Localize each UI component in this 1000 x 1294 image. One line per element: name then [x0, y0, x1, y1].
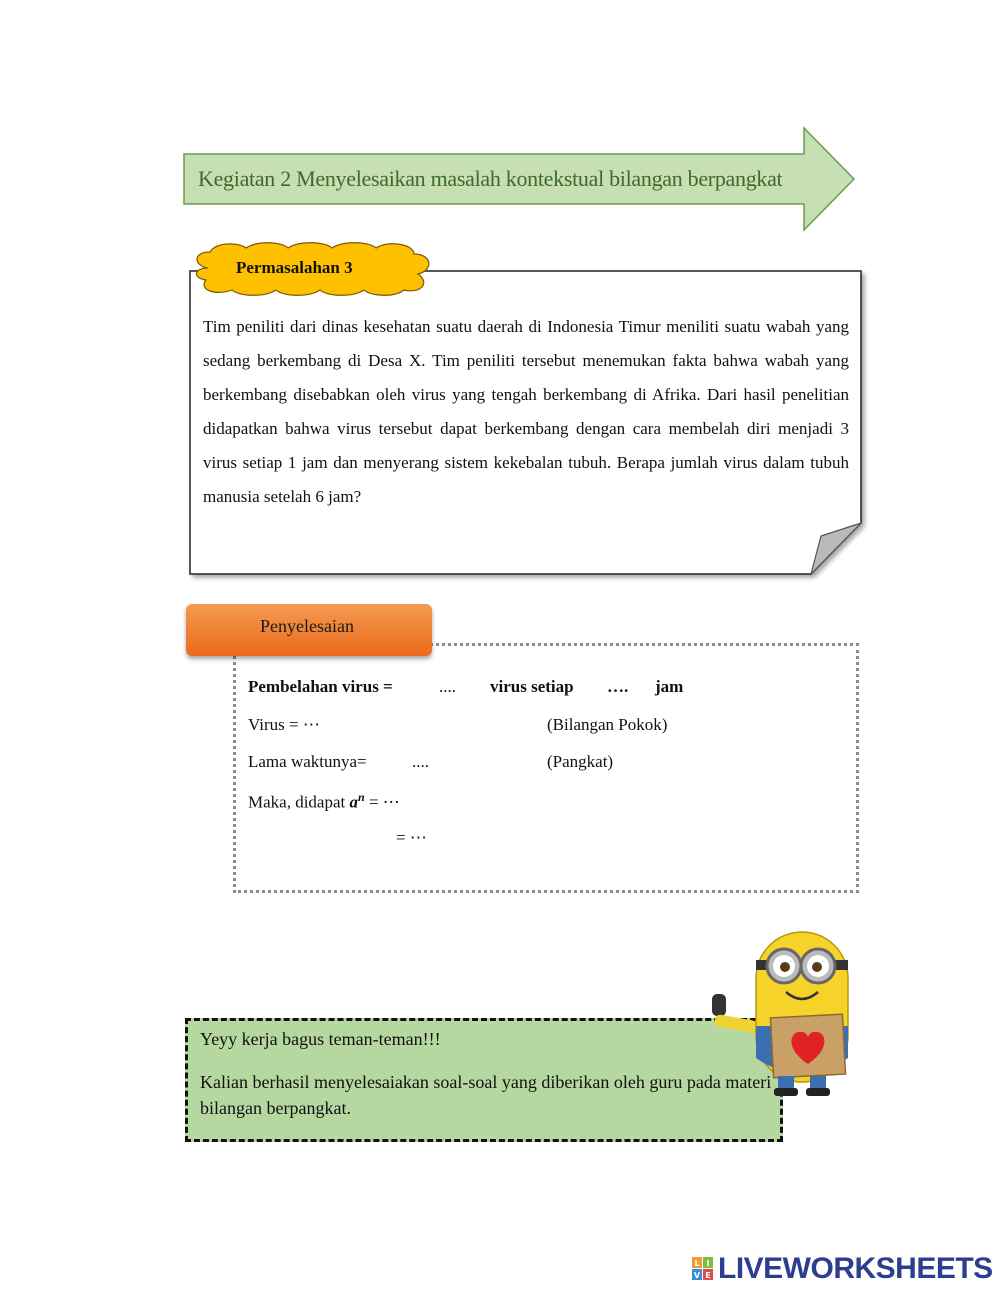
logo-letter-l: L — [694, 1259, 700, 1268]
brand-text: LIVEWORKSHEETS — [718, 1252, 993, 1285]
solution-tab-label: Penyelesaian — [260, 616, 354, 636]
division-mid-text: virus setiap — [490, 677, 574, 696]
duration-blank-input[interactable]: .... — [412, 752, 429, 771]
banner-title: Kegiatan 2 Menyelesaikan masalah kontekstual bilangan berpangkat — [198, 166, 783, 191]
hour-blank-input[interactable]: …. — [607, 677, 629, 696]
exponent-note: (Pangkat) — [547, 752, 614, 771]
duration-label: Lama waktunya= — [248, 752, 367, 771]
exponent-variable: n — [358, 790, 365, 804]
problem-label: Permasalahan 3 — [236, 258, 353, 277]
closing-line-2: Kalian berhasil menyelesaiakan soal-soal yang diberikan oleh guru pada materi bilangan berpangkat. — [200, 1072, 772, 1118]
result-prefix: Maka, didapat — [248, 792, 346, 812]
liveworksheets-brand — [692, 1252, 993, 1286]
virus-line: Virus = ⋯ — [248, 715, 320, 734]
result-line — [248, 790, 400, 813]
closing-line-1: Yeyy kerja bagus teman-teman!!! — [200, 1029, 441, 1049]
result-eq-2: = ⋯ — [396, 828, 427, 847]
division-blank-input[interactable]: .... — [439, 677, 456, 696]
division-label: Pembelahan virus = — [248, 677, 393, 696]
problem-text: Tim peniliti dari dinas kesehatan suatu daerah di Indonesia Timur meniliti suatu wabah yang sedang berkembang di Desa X. Tim peniliti tersebut menemukan fakta bahwa wabah yang berkembang disebabkan oleh virus yang tengah berkembang di Afrika. Dari hasil penelitian didapatkan bahwa virus tersebut dapat berkembang dengan cara membelah diri menjadi 3 virus setiap 1 jam dan menyerang sistem kekebalan tubuh. Berapa jumlah virus dalam tubuh manusia setelah 6 jam? — [203, 317, 849, 506]
jam-text: jam — [655, 677, 684, 696]
result-eq: = ⋯ — [368, 792, 400, 812]
liveworksheets-logo-icon — [692, 1257, 714, 1281]
logo-letter-e: E — [705, 1271, 711, 1280]
logo-letter-v: V — [693, 1271, 701, 1280]
logo-letter-i: I — [706, 1259, 710, 1268]
minion-illustration — [706, 926, 866, 1096]
base-note: (Bilangan Pokok) — [547, 715, 668, 734]
base-variable: a — [349, 792, 358, 812]
